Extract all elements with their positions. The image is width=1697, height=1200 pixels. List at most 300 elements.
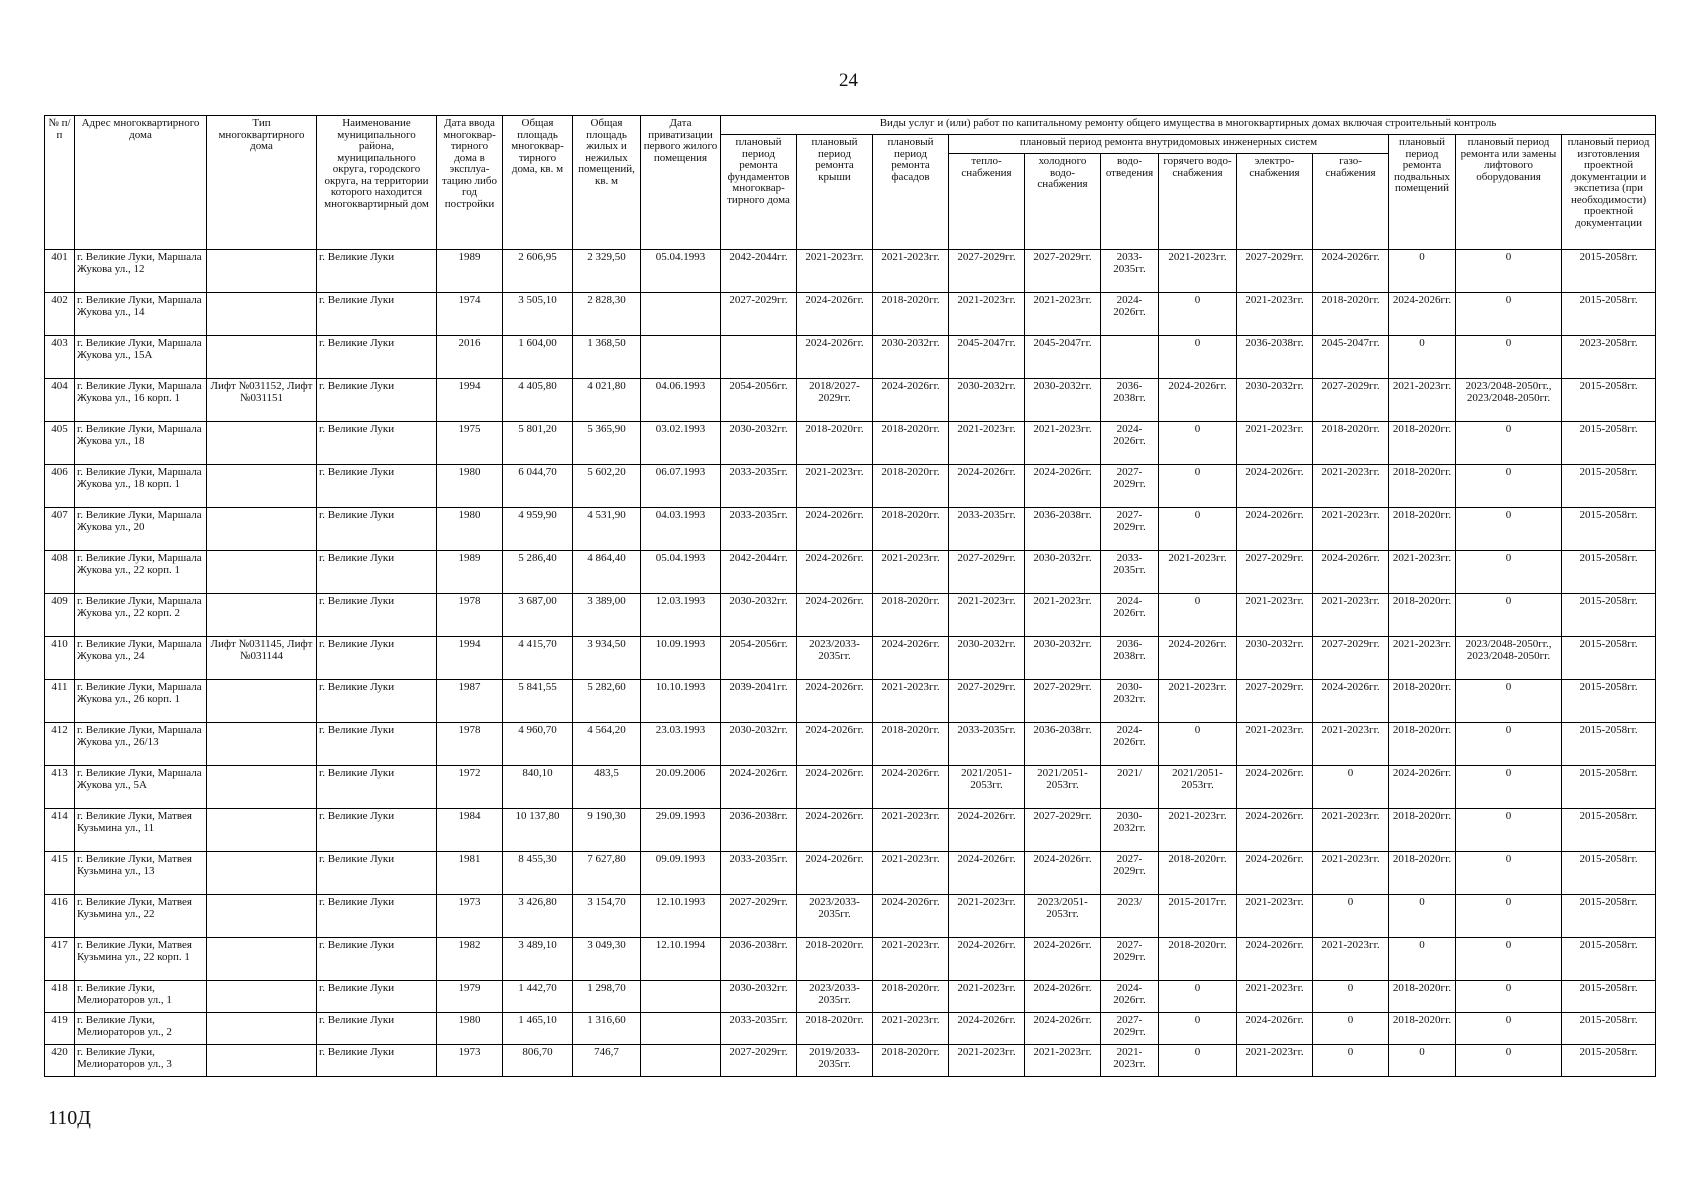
table-row	[45, 766, 1656, 809]
cell-lift: 0	[1456, 809, 1562, 852]
cell-cold-water: 2036-2038гг.	[1025, 508, 1101, 551]
cell-lift: 0	[1456, 680, 1562, 723]
cell-year: 1979	[437, 981, 503, 1013]
cell-facade: 2018-2020гг.	[873, 465, 949, 508]
cell-design: 2015-2058гг.	[1562, 250, 1656, 293]
cell-hot-water: 0	[1159, 465, 1237, 508]
cell-electric: 2021-2023гг.	[1237, 895, 1313, 938]
cell-gas: 2018-2020гг.	[1313, 293, 1389, 336]
cell-heat: 2024-2026гг.	[949, 1013, 1025, 1045]
cell-cold-water: 2024-2026гг.	[1025, 465, 1101, 508]
cell-lift: 2023/2048-2050гг., 2023/2048-2050гг.	[1456, 379, 1562, 422]
table-row	[45, 895, 1656, 938]
cell-total-area: 2 606,95	[503, 250, 573, 293]
cell-basement: 2018-2020гг.	[1389, 594, 1456, 637]
cell-living-area: 9 190,30	[573, 809, 641, 852]
header-works: Виды услуг и (или) работ по капитальному ремонту общего имущества в многоквартирных домах включая строительный контроль	[721, 116, 1656, 135]
cell-sewer: 2024-2026гг.	[1101, 422, 1159, 465]
cell-sewer: 2036-2038гг.	[1101, 637, 1159, 680]
cell-lift: 0	[1456, 336, 1562, 379]
cell-sewer: 2027-2029гг.	[1101, 1013, 1159, 1045]
cell-living-area: 7 627,80	[573, 852, 641, 895]
cell-cold-water: 2030-2032гг.	[1025, 551, 1101, 594]
header-cold-water: холодного водо-снабжения	[1025, 154, 1101, 250]
cell-privatization	[641, 981, 721, 1013]
cell-cold-water: 2045-2047гг.	[1025, 336, 1101, 379]
cell-municipality: г. Великие Луки	[317, 422, 437, 465]
table-row	[45, 422, 1656, 465]
cell-num: 418	[45, 981, 75, 1013]
cell-hot-water: 2018-2020гг.	[1159, 852, 1237, 895]
cell-heat: 2021-2023гг.	[949, 981, 1025, 1013]
cell-privatization	[641, 336, 721, 379]
cell-foundation: 2030-2032гг.	[721, 981, 797, 1013]
cell-basement: 2021-2023гг.	[1389, 551, 1456, 594]
cell-gas: 0	[1313, 895, 1389, 938]
cell-address: г. Великие Луки, Маршала Жукова ул., 22 корп. 1	[75, 551, 207, 594]
cell-type	[207, 1045, 317, 1077]
cell-municipality: г. Великие Луки	[317, 1013, 437, 1045]
cell-privatization	[641, 293, 721, 336]
cell-type	[207, 766, 317, 809]
cell-privatization: 10.09.1993	[641, 637, 721, 680]
cell-address: г. Великие Луки, Маршала Жукова ул., 26/13	[75, 723, 207, 766]
cell-hot-water: 2021-2023гг.	[1159, 680, 1237, 723]
cell-basement: 0	[1389, 250, 1456, 293]
cell-type	[207, 336, 317, 379]
cell-gas: 0	[1313, 1045, 1389, 1077]
cell-hot-water: 0	[1159, 422, 1237, 465]
cell-address: г. Великие Луки, Матвея Кузьмина ул., 22 корп. 1	[75, 938, 207, 981]
cell-hot-water: 2024-2026гг.	[1159, 637, 1237, 680]
table-row	[45, 680, 1656, 723]
cell-electric: 2030-2032гг.	[1237, 637, 1313, 680]
cell-address: г. Великие Луки, Мелиораторов ул., 3	[75, 1045, 207, 1077]
cell-year: 1987	[437, 680, 503, 723]
cell-municipality: г. Великие Луки	[317, 1045, 437, 1077]
cell-gas: 0	[1313, 1013, 1389, 1045]
cell-gas: 2021-2023гг.	[1313, 594, 1389, 637]
cell-sewer: 2027-2029гг.	[1101, 938, 1159, 981]
cell-type: Лифт №031145, Лифт №031144	[207, 637, 317, 680]
cell-lift: 0	[1456, 981, 1562, 1013]
cell-roof: 2024-2026гг.	[797, 293, 873, 336]
cell-heat: 2024-2026гг.	[949, 938, 1025, 981]
cell-municipality: г. Великие Луки	[317, 981, 437, 1013]
header-municipality: Наименование муниципального района, муниципального округа, городского округа, на территории которого находится многоквартирный дом	[317, 116, 437, 250]
cell-heat: 2021-2023гг.	[949, 293, 1025, 336]
cell-hot-water: 2021-2023гг.	[1159, 250, 1237, 293]
table-row	[45, 379, 1656, 422]
cell-municipality: г. Великие Луки	[317, 379, 437, 422]
cell-hot-water: 0	[1159, 293, 1237, 336]
cell-municipality: г. Великие Луки	[317, 895, 437, 938]
cell-year: 1984	[437, 809, 503, 852]
cell-facade: 2018-2020гг.	[873, 723, 949, 766]
cell-roof: 2019/2033-2035гг.	[797, 1045, 873, 1077]
cell-sewer: 2024-2026гг.	[1101, 293, 1159, 336]
cell-num: 413	[45, 766, 75, 809]
cell-num: 409	[45, 594, 75, 637]
cell-lift: 0	[1456, 594, 1562, 637]
cell-num: 406	[45, 465, 75, 508]
cell-electric: 2024-2026гг.	[1237, 508, 1313, 551]
cell-cold-water: 2024-2026гг.	[1025, 1013, 1101, 1045]
cell-design: 2015-2058гг.	[1562, 852, 1656, 895]
header-heat: тепло-снабжения	[949, 154, 1025, 250]
cell-year: 1972	[437, 766, 503, 809]
cell-foundation: 2030-2032гг.	[721, 422, 797, 465]
cell-privatization: 05.04.1993	[641, 250, 721, 293]
cell-total-area: 5 841,55	[503, 680, 573, 723]
cell-basement: 2024-2026гг.	[1389, 293, 1456, 336]
cell-design: 2015-2058гг.	[1562, 508, 1656, 551]
cell-basement: 2018-2020гг.	[1389, 680, 1456, 723]
cell-type	[207, 465, 317, 508]
cell-sewer: 2027-2029гг.	[1101, 852, 1159, 895]
cell-basement: 2018-2020гг.	[1389, 723, 1456, 766]
cell-type	[207, 809, 317, 852]
cell-foundation: 2027-2029гг.	[721, 895, 797, 938]
cell-privatization: 09.09.1993	[641, 852, 721, 895]
capital-repair-table	[44, 115, 1656, 1077]
cell-address: г. Великие Луки, Маршала Жукова ул., 12	[75, 250, 207, 293]
cell-year: 1994	[437, 379, 503, 422]
cell-design: 2015-2058гг.	[1562, 1045, 1656, 1077]
cell-year: 1978	[437, 594, 503, 637]
cell-gas: 2024-2026гг.	[1313, 250, 1389, 293]
cell-sewer	[1101, 336, 1159, 379]
cell-type	[207, 293, 317, 336]
cell-address: г. Великие Луки, Мелиораторов ул., 2	[75, 1013, 207, 1045]
header-type: Тип многоквартирного дома	[207, 116, 317, 250]
page-number: 24	[839, 70, 858, 91]
cell-basement: 2018-2020гг.	[1389, 852, 1456, 895]
cell-num: 404	[45, 379, 75, 422]
cell-roof: 2024-2026гг.	[797, 336, 873, 379]
cell-electric: 2030-2032гг.	[1237, 379, 1313, 422]
cell-heat: 2027-2029гг.	[949, 250, 1025, 293]
cell-year: 1982	[437, 938, 503, 981]
cell-sewer: 2024-2026гг.	[1101, 594, 1159, 637]
cell-heat: 2027-2029гг.	[949, 551, 1025, 594]
cell-address: г. Великие Луки, Маршала Жукова ул., 18 корп. 1	[75, 465, 207, 508]
cell-roof: 2024-2026гг.	[797, 766, 873, 809]
cell-privatization	[641, 1045, 721, 1077]
cell-basement: 2018-2020гг.	[1389, 422, 1456, 465]
cell-cold-water: 2027-2029гг.	[1025, 680, 1101, 723]
cell-living-area: 746,7	[573, 1045, 641, 1077]
cell-heat: 2030-2032гг.	[949, 379, 1025, 422]
cell-num: 401	[45, 250, 75, 293]
cell-roof: 2023/2033-2035гг.	[797, 895, 873, 938]
cell-basement: 2018-2020гг.	[1389, 1013, 1456, 1045]
table-row	[45, 293, 1656, 336]
cell-facade: 2021-2023гг.	[873, 250, 949, 293]
cell-facade: 2030-2032гг.	[873, 336, 949, 379]
cell-address: г. Великие Луки, Маршала Жукова ул., 24	[75, 637, 207, 680]
cell-address: г. Великие Луки, Маршала Жукова ул., 26 корп. 1	[75, 680, 207, 723]
cell-living-area: 1 316,60	[573, 1013, 641, 1045]
cell-address: г. Великие Луки, Маршала Жукова ул., 16 корп. 1	[75, 379, 207, 422]
cell-facade: 2024-2026гг.	[873, 766, 949, 809]
cell-facade: 2021-2023гг.	[873, 551, 949, 594]
table-row	[45, 508, 1656, 551]
cell-gas: 2021-2023гг.	[1313, 508, 1389, 551]
cell-year: 1989	[437, 250, 503, 293]
cell-electric: 2021-2023гг.	[1237, 293, 1313, 336]
cell-roof: 2024-2026гг.	[797, 551, 873, 594]
cell-hot-water: 2015-2017гг.	[1159, 895, 1237, 938]
cell-living-area: 3 154,70	[573, 895, 641, 938]
cell-total-area: 6 044,70	[503, 465, 573, 508]
cell-electric: 2024-2026гг.	[1237, 938, 1313, 981]
cell-sewer: 2023/	[1101, 895, 1159, 938]
cell-lift: 0	[1456, 293, 1562, 336]
cell-privatization: 12.10.1994	[641, 938, 721, 981]
table-row	[45, 551, 1656, 594]
cell-sewer: 2033-2035гг.	[1101, 551, 1159, 594]
cell-address: г. Великие Луки, Мелиораторов ул., 1	[75, 981, 207, 1013]
cell-hot-water: 2024-2026гг.	[1159, 379, 1237, 422]
cell-total-area: 3 426,80	[503, 895, 573, 938]
cell-electric: 2027-2029гг.	[1237, 680, 1313, 723]
cell-foundation: 2033-2035гг.	[721, 465, 797, 508]
cell-heat: 2024-2026гг.	[949, 809, 1025, 852]
cell-municipality: г. Великие Луки	[317, 293, 437, 336]
cell-gas: 2027-2029гг.	[1313, 379, 1389, 422]
cell-num: 419	[45, 1013, 75, 1045]
cell-foundation: 2054-2056гг.	[721, 379, 797, 422]
cell-lift: 0	[1456, 508, 1562, 551]
header-hot-water: горячего водо-снабжения	[1159, 154, 1237, 250]
cell-foundation: 2033-2035гг.	[721, 852, 797, 895]
cell-year: 1980	[437, 465, 503, 508]
cell-roof: 2024-2026гг.	[797, 723, 873, 766]
cell-address: г. Великие Луки, Маршала Жукова ул., 15А	[75, 336, 207, 379]
cell-total-area: 4 959,90	[503, 508, 573, 551]
cell-design: 2015-2058гг.	[1562, 637, 1656, 680]
cell-electric: 2036-2038гг.	[1237, 336, 1313, 379]
cell-basement: 2018-2020гг.	[1389, 508, 1456, 551]
cell-hot-water: 0	[1159, 1013, 1237, 1045]
cell-design: 2015-2058гг.	[1562, 465, 1656, 508]
cell-total-area: 4 960,70	[503, 723, 573, 766]
cell-lift: 0	[1456, 723, 1562, 766]
cell-num: 405	[45, 422, 75, 465]
cell-roof: 2024-2026гг.	[797, 852, 873, 895]
cell-privatization	[641, 1013, 721, 1045]
cell-type: Лифт №031152, Лифт №031151	[207, 379, 317, 422]
cell-sewer: 2027-2029гг.	[1101, 508, 1159, 551]
cell-living-area: 2 329,50	[573, 250, 641, 293]
cell-design: 2015-2058гг.	[1562, 723, 1656, 766]
cell-privatization: 04.06.1993	[641, 379, 721, 422]
cell-basement: 0	[1389, 938, 1456, 981]
cell-year: 1989	[437, 551, 503, 594]
cell-gas: 2021-2023гг.	[1313, 465, 1389, 508]
cell-type	[207, 895, 317, 938]
cell-address: г. Великие Луки, Маршала Жукова ул., 14	[75, 293, 207, 336]
cell-foundation: 2030-2032гг.	[721, 594, 797, 637]
cell-cold-water: 2024-2026гг.	[1025, 852, 1101, 895]
cell-heat: 2033-2035гг.	[949, 723, 1025, 766]
cell-total-area: 1 465,10	[503, 1013, 573, 1045]
cell-year: 1981	[437, 852, 503, 895]
cell-address: г. Великие Луки, Матвея Кузьмина ул., 13	[75, 852, 207, 895]
cell-type	[207, 852, 317, 895]
cell-electric: 2024-2026гг.	[1237, 809, 1313, 852]
cell-type	[207, 508, 317, 551]
cell-facade: 2018-2020гг.	[873, 422, 949, 465]
cell-hot-water: 2018-2020гг.	[1159, 938, 1237, 981]
cell-municipality: г. Великие Луки	[317, 465, 437, 508]
cell-total-area: 10 137,80	[503, 809, 573, 852]
cell-living-area: 4 021,80	[573, 379, 641, 422]
cell-basement: 0	[1389, 336, 1456, 379]
cell-cold-water: 2036-2038гг.	[1025, 723, 1101, 766]
cell-living-area: 1 368,50	[573, 336, 641, 379]
cell-heat: 2021-2023гг.	[949, 594, 1025, 637]
cell-roof: 2023/2033-2035гг.	[797, 981, 873, 1013]
cell-foundation: 2027-2029гг.	[721, 293, 797, 336]
cell-gas: 2045-2047гг.	[1313, 336, 1389, 379]
cell-year: 1980	[437, 1013, 503, 1045]
cell-cold-water: 2021-2023гг.	[1025, 422, 1101, 465]
header-lift: плановый период ремонта или замены лифтового оборудования	[1456, 135, 1562, 250]
cell-living-area: 2 828,30	[573, 293, 641, 336]
cell-municipality: г. Великие Луки	[317, 938, 437, 981]
cell-year: 2016	[437, 336, 503, 379]
cell-total-area: 5 801,20	[503, 422, 573, 465]
header-privatization: Дата приватизации первого жилого помещения	[641, 116, 721, 250]
cell-type	[207, 250, 317, 293]
header-electric: электро-снабжения	[1237, 154, 1313, 250]
cell-total-area: 806,70	[503, 1045, 573, 1077]
header-commission: Дата ввода многоквар-тирного дома в эксплуа-тацию либо год постройки	[437, 116, 503, 250]
cell-foundation: 2024-2026гг.	[721, 766, 797, 809]
cell-facade: 2018-2020гг.	[873, 508, 949, 551]
cell-living-area: 4 864,40	[573, 551, 641, 594]
cell-num: 417	[45, 938, 75, 981]
cell-year: 1978	[437, 723, 503, 766]
cell-electric: 2024-2026гг.	[1237, 1013, 1313, 1045]
cell-basement: 2018-2020гг.	[1389, 465, 1456, 508]
cell-gas: 2021-2023гг.	[1313, 809, 1389, 852]
cell-design: 2015-2058гг.	[1562, 1013, 1656, 1045]
table-row	[45, 1013, 1656, 1045]
cell-design: 2015-2058гг.	[1562, 981, 1656, 1013]
header-sewer: водо-отведения	[1101, 154, 1159, 250]
cell-privatization: 05.04.1993	[641, 551, 721, 594]
cell-cold-water: 2021-2023гг.	[1025, 1045, 1101, 1077]
cell-year: 1980	[437, 508, 503, 551]
cell-address: г. Великие Луки, Маршала Жукова ул., 5А	[75, 766, 207, 809]
cell-lift: 0	[1456, 551, 1562, 594]
cell-facade: 2024-2026гг.	[873, 637, 949, 680]
cell-roof: 2018/2027-2029гг.	[797, 379, 873, 422]
cell-sewer: 2036-2038гг.	[1101, 379, 1159, 422]
cell-heat: 2021/2051-2053гг.	[949, 766, 1025, 809]
cell-municipality: г. Великие Луки	[317, 723, 437, 766]
cell-electric: 2021-2023гг.	[1237, 422, 1313, 465]
cell-type	[207, 422, 317, 465]
cell-gas: 2018-2020гг.	[1313, 422, 1389, 465]
cell-cold-water: 2021-2023гг.	[1025, 594, 1101, 637]
cell-privatization: 29.09.1993	[641, 809, 721, 852]
cell-design: 2015-2058гг.	[1562, 809, 1656, 852]
cell-total-area: 3 489,10	[503, 938, 573, 981]
cell-electric: 2021-2023гг.	[1237, 1045, 1313, 1077]
cell-sewer: 2030-2032гг.	[1101, 809, 1159, 852]
cell-lift: 0	[1456, 465, 1562, 508]
header-basement: плановый период ремонта подвальных помещений	[1389, 135, 1456, 250]
cell-sewer: 2030-2032гг.	[1101, 680, 1159, 723]
cell-hot-water: 2021/2051-2053гг.	[1159, 766, 1237, 809]
cell-num: 411	[45, 680, 75, 723]
cell-sewer: 2027-2029гг.	[1101, 465, 1159, 508]
cell-gas: 2024-2026гг.	[1313, 680, 1389, 723]
cell-design: 2015-2058гг.	[1562, 895, 1656, 938]
cell-year: 1974	[437, 293, 503, 336]
cell-lift: 0	[1456, 938, 1562, 981]
cell-design: 2015-2058гг.	[1562, 293, 1656, 336]
cell-roof: 2021-2023гг.	[797, 250, 873, 293]
cell-facade: 2021-2023гг.	[873, 680, 949, 723]
cell-living-area: 483,5	[573, 766, 641, 809]
cell-address: г. Великие Луки, Маршала Жукова ул., 18	[75, 422, 207, 465]
cell-lift: 0	[1456, 766, 1562, 809]
cell-heat: 2021-2023гг.	[949, 1045, 1025, 1077]
cell-heat: 2021-2023гг.	[949, 895, 1025, 938]
cell-hot-water: 0	[1159, 981, 1237, 1013]
cell-foundation: 2039-2041гг.	[721, 680, 797, 723]
cell-facade: 2021-2023гг.	[873, 852, 949, 895]
cell-municipality: г. Великие Луки	[317, 809, 437, 852]
cell-municipality: г. Великие Луки	[317, 852, 437, 895]
cell-basement: 2021-2023гг.	[1389, 637, 1456, 680]
cell-address: г. Великие Луки, Матвея Кузьмина ул., 11	[75, 809, 207, 852]
cell-municipality: г. Великие Луки	[317, 637, 437, 680]
table-row	[45, 981, 1656, 1013]
cell-lift: 2023/2048-2050гг., 2023/2048-2050гг.	[1456, 637, 1562, 680]
cell-design: 2015-2058гг.	[1562, 594, 1656, 637]
cell-gas: 2024-2026гг.	[1313, 551, 1389, 594]
cell-cold-water: 2027-2029гг.	[1025, 809, 1101, 852]
cell-design: 2015-2058гг.	[1562, 379, 1656, 422]
cell-year: 1973	[437, 895, 503, 938]
cell-hot-water: 0	[1159, 723, 1237, 766]
cell-gas: 2021-2023гг.	[1313, 938, 1389, 981]
cell-municipality: г. Великие Луки	[317, 766, 437, 809]
cell-lift: 0	[1456, 1013, 1562, 1045]
cell-type	[207, 594, 317, 637]
cell-num: 407	[45, 508, 75, 551]
cell-cold-water: 2024-2026гг.	[1025, 981, 1101, 1013]
cell-privatization: 10.10.1993	[641, 680, 721, 723]
table-row	[45, 852, 1656, 895]
cell-heat: 2024-2026гг.	[949, 852, 1025, 895]
cell-total-area: 3 505,10	[503, 293, 573, 336]
cell-facade: 2024-2026гг.	[873, 895, 949, 938]
cell-electric: 2024-2026гг.	[1237, 852, 1313, 895]
cell-living-area: 1 298,70	[573, 981, 641, 1013]
cell-basement: 2024-2026гг.	[1389, 766, 1456, 809]
cell-roof: 2024-2026гг.	[797, 508, 873, 551]
header-systems: плановый период ремонта внутридомовых инженерных систем	[949, 135, 1389, 154]
table-row	[45, 809, 1656, 852]
cell-living-area: 3 389,00	[573, 594, 641, 637]
